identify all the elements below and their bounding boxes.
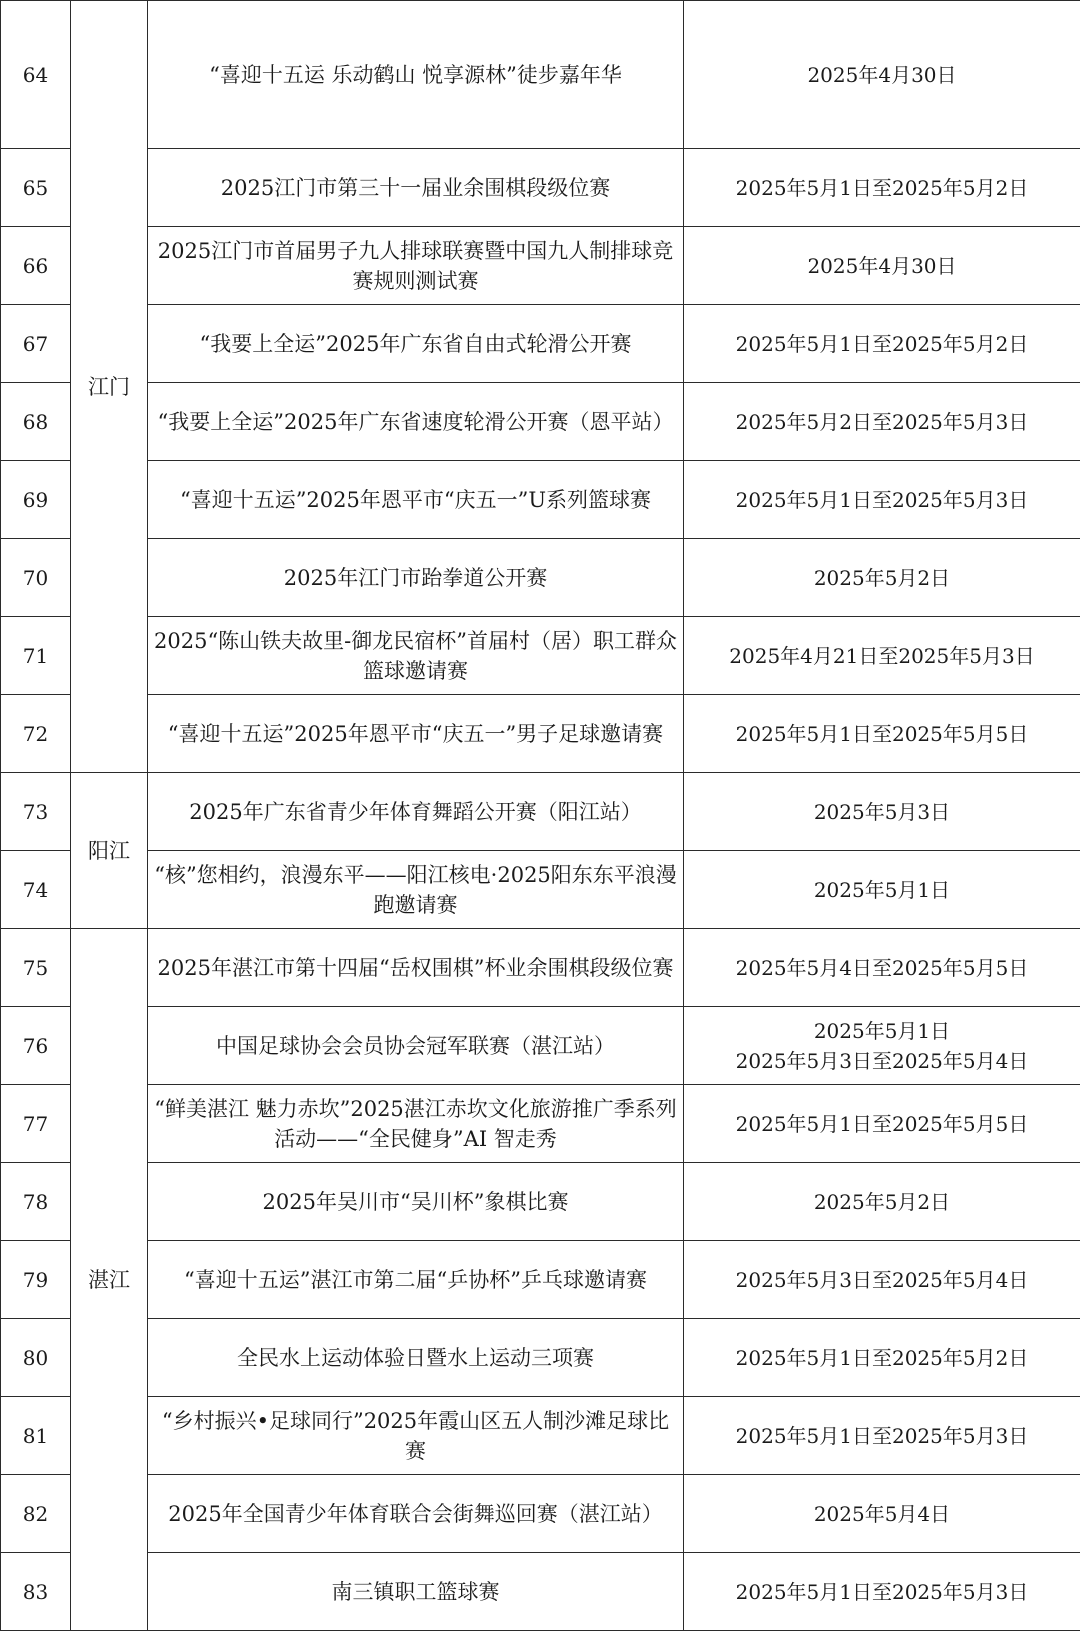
table-row [1, 383, 1080, 461]
table-row [1, 929, 1080, 1007]
table-row [1, 1085, 1080, 1163]
event-date-cell [684, 1007, 1080, 1085]
event-name: 2025江门市第三十一届业余围棋段级位赛 [148, 149, 684, 227]
event-date: 2025年5月1日至2025年5月5日 [684, 695, 1080, 773]
table-row [1, 695, 1080, 773]
event-name: “喜迎十五运 乐动鹤山 悦享源林”徒步嘉年华 [148, 1, 684, 149]
event-date: 2025年5月3日至2025年5月4日 [684, 1241, 1080, 1319]
table-row [1, 851, 1080, 929]
event-name: “核”您相约，浪漫东平——阳江核电·2025阳东东平浪漫跑邀请赛 [148, 851, 684, 929]
event-name: “乡村振兴•足球同行”2025年霞山区五人制沙滩足球比赛 [148, 1397, 684, 1475]
row-number: 82 [1, 1475, 71, 1553]
event-date: 2025年4月21日至2025年5月3日 [684, 617, 1080, 695]
table-row [1, 1553, 1080, 1631]
row-number: 76 [1, 1007, 71, 1085]
event-name: 中国足球协会会员协会冠军联赛（湛江站） [148, 1007, 684, 1085]
row-number: 69 [1, 461, 71, 539]
event-name: 2025年江门市跆拳道公开赛 [148, 539, 684, 617]
table-row [1, 1319, 1080, 1397]
event-name: “我要上全运”2025年广东省速度轮滑公开赛（恩平站） [148, 383, 684, 461]
event-name: 2025年湛江市第十四届“岳权围棋”杯业余围棋段级位赛 [148, 929, 684, 1007]
event-date: 2025年5月1日至2025年5月2日 [684, 149, 1080, 227]
event-name: 全民水上运动体验日暨水上运动三项赛 [148, 1319, 684, 1397]
row-number: 64 [1, 1, 71, 149]
row-number: 80 [1, 1319, 71, 1397]
event-date: 2025年4月30日 [684, 1, 1080, 149]
event-name: 2025年全国青少年体育联合会街舞巡回赛（湛江站） [148, 1475, 684, 1553]
table-row [1, 1163, 1080, 1241]
event-name: “喜迎十五运”2025年恩平市“庆五一”男子足球邀请赛 [148, 695, 684, 773]
event-name: 2025“陈山铁夫故里-御龙民宿杯”首届村（居）职工群众篮球邀请赛 [148, 617, 684, 695]
event-name: “鲜美湛江 魅力赤坎”2025湛江赤坎文化旅游推广季系列活动——“全民健身”AI 智走秀 [148, 1085, 684, 1163]
table-row [1, 461, 1080, 539]
row-number: 65 [1, 149, 71, 227]
table-row [1, 1007, 1080, 1085]
event-name: 2025江门市首届男子九人排球联赛暨中国九人制排球竞赛规则测试赛 [148, 227, 684, 305]
event-date: 2025年5月1日至2025年5月3日 [684, 1397, 1080, 1475]
event-date-second: 2025年5月3日至2025年5月4日 [690, 1046, 1074, 1076]
event-date: 2025年5月1日至2025年5月2日 [684, 305, 1080, 383]
event-date: 2025年4月30日 [684, 227, 1080, 305]
event-date: 2025年5月1日至2025年5月3日 [684, 1553, 1080, 1631]
event-name: “我要上全运”2025年广东省自由式轮滑公开赛 [148, 305, 684, 383]
row-number: 66 [1, 227, 71, 305]
event-date: 2025年5月1日 [690, 1016, 1074, 1046]
table-row [1, 1, 1080, 149]
table-row [1, 617, 1080, 695]
table-row [1, 1475, 1080, 1553]
event-name: 南三镇职工篮球赛 [148, 1553, 684, 1631]
city-cell-yangjiang: 阳江 [71, 773, 148, 929]
row-number: 78 [1, 1163, 71, 1241]
row-number: 75 [1, 929, 71, 1007]
row-number: 73 [1, 773, 71, 851]
row-number: 72 [1, 695, 71, 773]
event-name: “喜迎十五运”2025年恩平市“庆五一”U系列篮球赛 [148, 461, 684, 539]
table-row [1, 1397, 1080, 1475]
event-name: “喜迎十五运”湛江市第二届“乒协杯”乒乓球邀请赛 [148, 1241, 684, 1319]
event-name: 2025年吴川市“吴川杯”象棋比赛 [148, 1163, 684, 1241]
event-date: 2025年5月1日 [684, 851, 1080, 929]
row-number: 81 [1, 1397, 71, 1475]
table-row [1, 773, 1080, 851]
event-date: 2025年5月2日 [684, 1163, 1080, 1241]
table-row [1, 539, 1080, 617]
row-number: 71 [1, 617, 71, 695]
event-date: 2025年5月1日至2025年5月3日 [684, 461, 1080, 539]
event-date: 2025年5月3日 [684, 773, 1080, 851]
row-number: 77 [1, 1085, 71, 1163]
row-number: 79 [1, 1241, 71, 1319]
row-number: 70 [1, 539, 71, 617]
table-row [1, 227, 1080, 305]
event-date: 2025年5月2日 [684, 539, 1080, 617]
event-date: 2025年5月4日至2025年5月5日 [684, 929, 1080, 1007]
table-row [1, 149, 1080, 227]
event-name: 2025年广东省青少年体育舞蹈公开赛（阳江站） [148, 773, 684, 851]
row-number: 68 [1, 383, 71, 461]
city-cell-zhanjiang: 湛江 [71, 929, 148, 1631]
table-row [1, 1241, 1080, 1319]
row-number: 83 [1, 1553, 71, 1631]
table-row [1, 305, 1080, 383]
row-number: 74 [1, 851, 71, 929]
event-date: 2025年5月1日至2025年5月2日 [684, 1319, 1080, 1397]
event-date: 2025年5月2日至2025年5月3日 [684, 383, 1080, 461]
city-cell-jiangmen: 江门 [71, 1, 148, 773]
event-date: 2025年5月1日至2025年5月5日 [684, 1085, 1080, 1163]
event-date: 2025年5月4日 [684, 1475, 1080, 1553]
row-number: 67 [1, 305, 71, 383]
